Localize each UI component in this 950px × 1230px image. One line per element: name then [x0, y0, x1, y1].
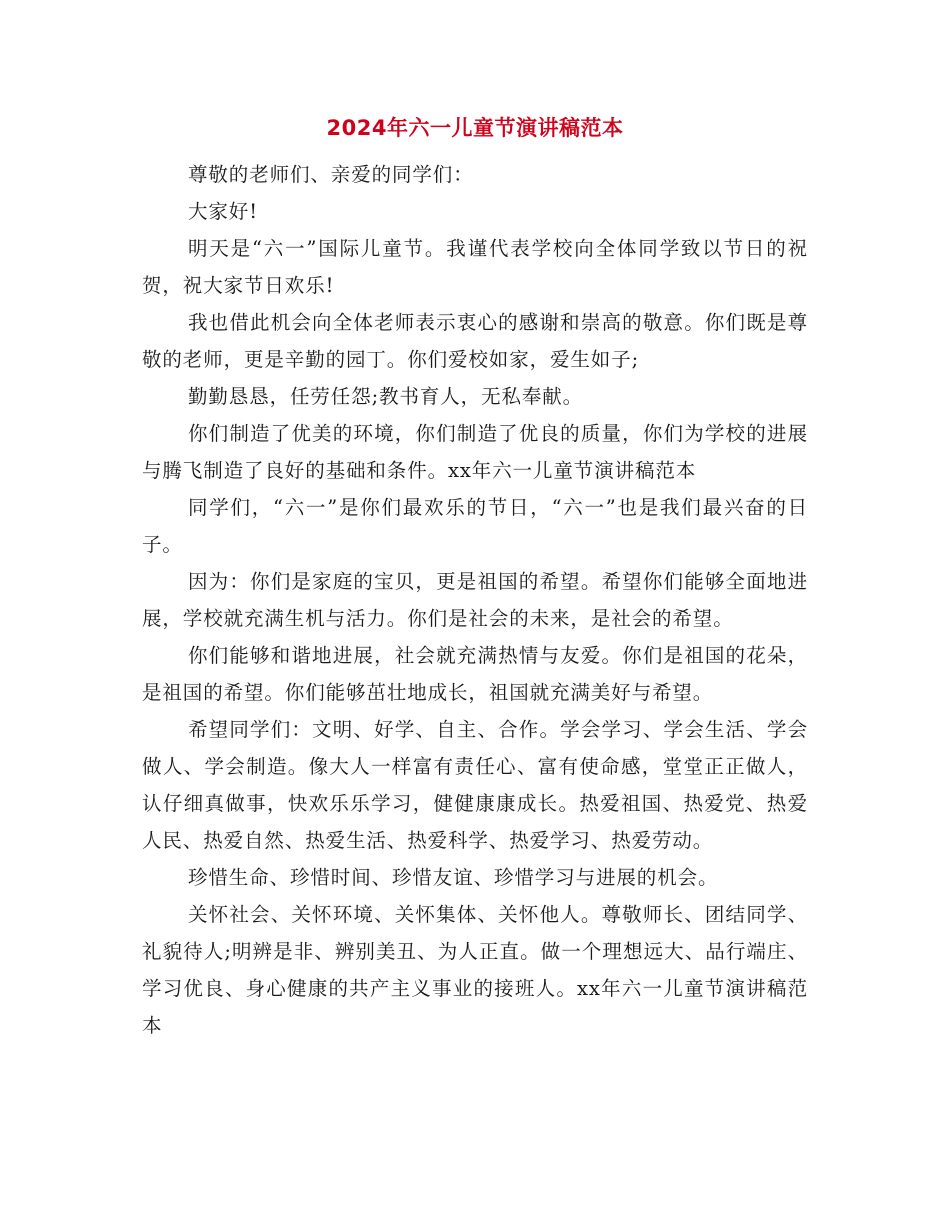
paragraph: 我也借此机会向全体老师表示衷心的感谢和崇高的敬意。你们既是尊敬的老师，更是辛勤的园丁。你们爱校如家，爱生如子; [142, 311, 808, 371]
document-body [142, 156, 808, 1044]
page-title: 2024年六一儿童节演讲稿范本 [326, 116, 624, 140]
paragraph: 珍惜生命、珍惜时间、珍惜友谊、珍惜学习与进展的机会。 [188, 866, 719, 889]
paragraph: 关怀社会、关怀环境、关怀集体、关怀他人。尊敬师长、团结同学、礼貌待人;明辨是非、辨别美丑、为人正直。做一个理想远大、品行端庄、学习优良、身心健康的共产主义事业的接班人。xx年六一儿童节演讲稿范本 [142, 903, 808, 1037]
paragraph: 勤勤恳恳，任劳任怨;教书育人，无私奉献。 [188, 385, 584, 408]
paragraph-greeting: 大家好! [188, 200, 258, 223]
paragraph: 希望同学们：文明、好学、自主、合作。学会学习、学会生活、学会做人、学会制造。像大人一样富有责任心、富有使命感，堂堂正正做人，认仔细真做事，快欢乐乐学习，健健康康成长。热爱祖国、热爱党、热爱人民、热爱自然、热爱生活、热爱科学、热爱学习、热爱劳动。 [142, 718, 808, 852]
paragraph-salutation: 尊敬的老师们、亲爱的同学们： [188, 163, 474, 186]
paragraph: 同学们，“六一”是你们最欢乐的节日，“六一”也是我们最兴奋的日子。 [142, 496, 808, 556]
paragraph: 因为：你们是家庭的宝贝，更是祖国的希望。希望你们能够全面地进展，学校就充满生机与活力。你们是社会的未来，是社会的希望。 [142, 570, 808, 630]
paragraph: 明天是“六一”国际儿童节。我谨代表学校向全体同学致以节日的祝贺，祝大家节日欢乐! [142, 237, 808, 297]
paragraph: 你们制造了优美的环境，你们制造了优良的质量，你们为学校的进展与腾飞制造了良好的基础和条件。xx年六一儿童节演讲稿范本 [142, 422, 808, 482]
paragraph: 你们能够和谐地进展，社会就充满热情与友爱。你们是祖国的花朵，是祖国的希望。你们能够茁壮地成长，祖国就充满美好与希望。 [142, 644, 808, 704]
